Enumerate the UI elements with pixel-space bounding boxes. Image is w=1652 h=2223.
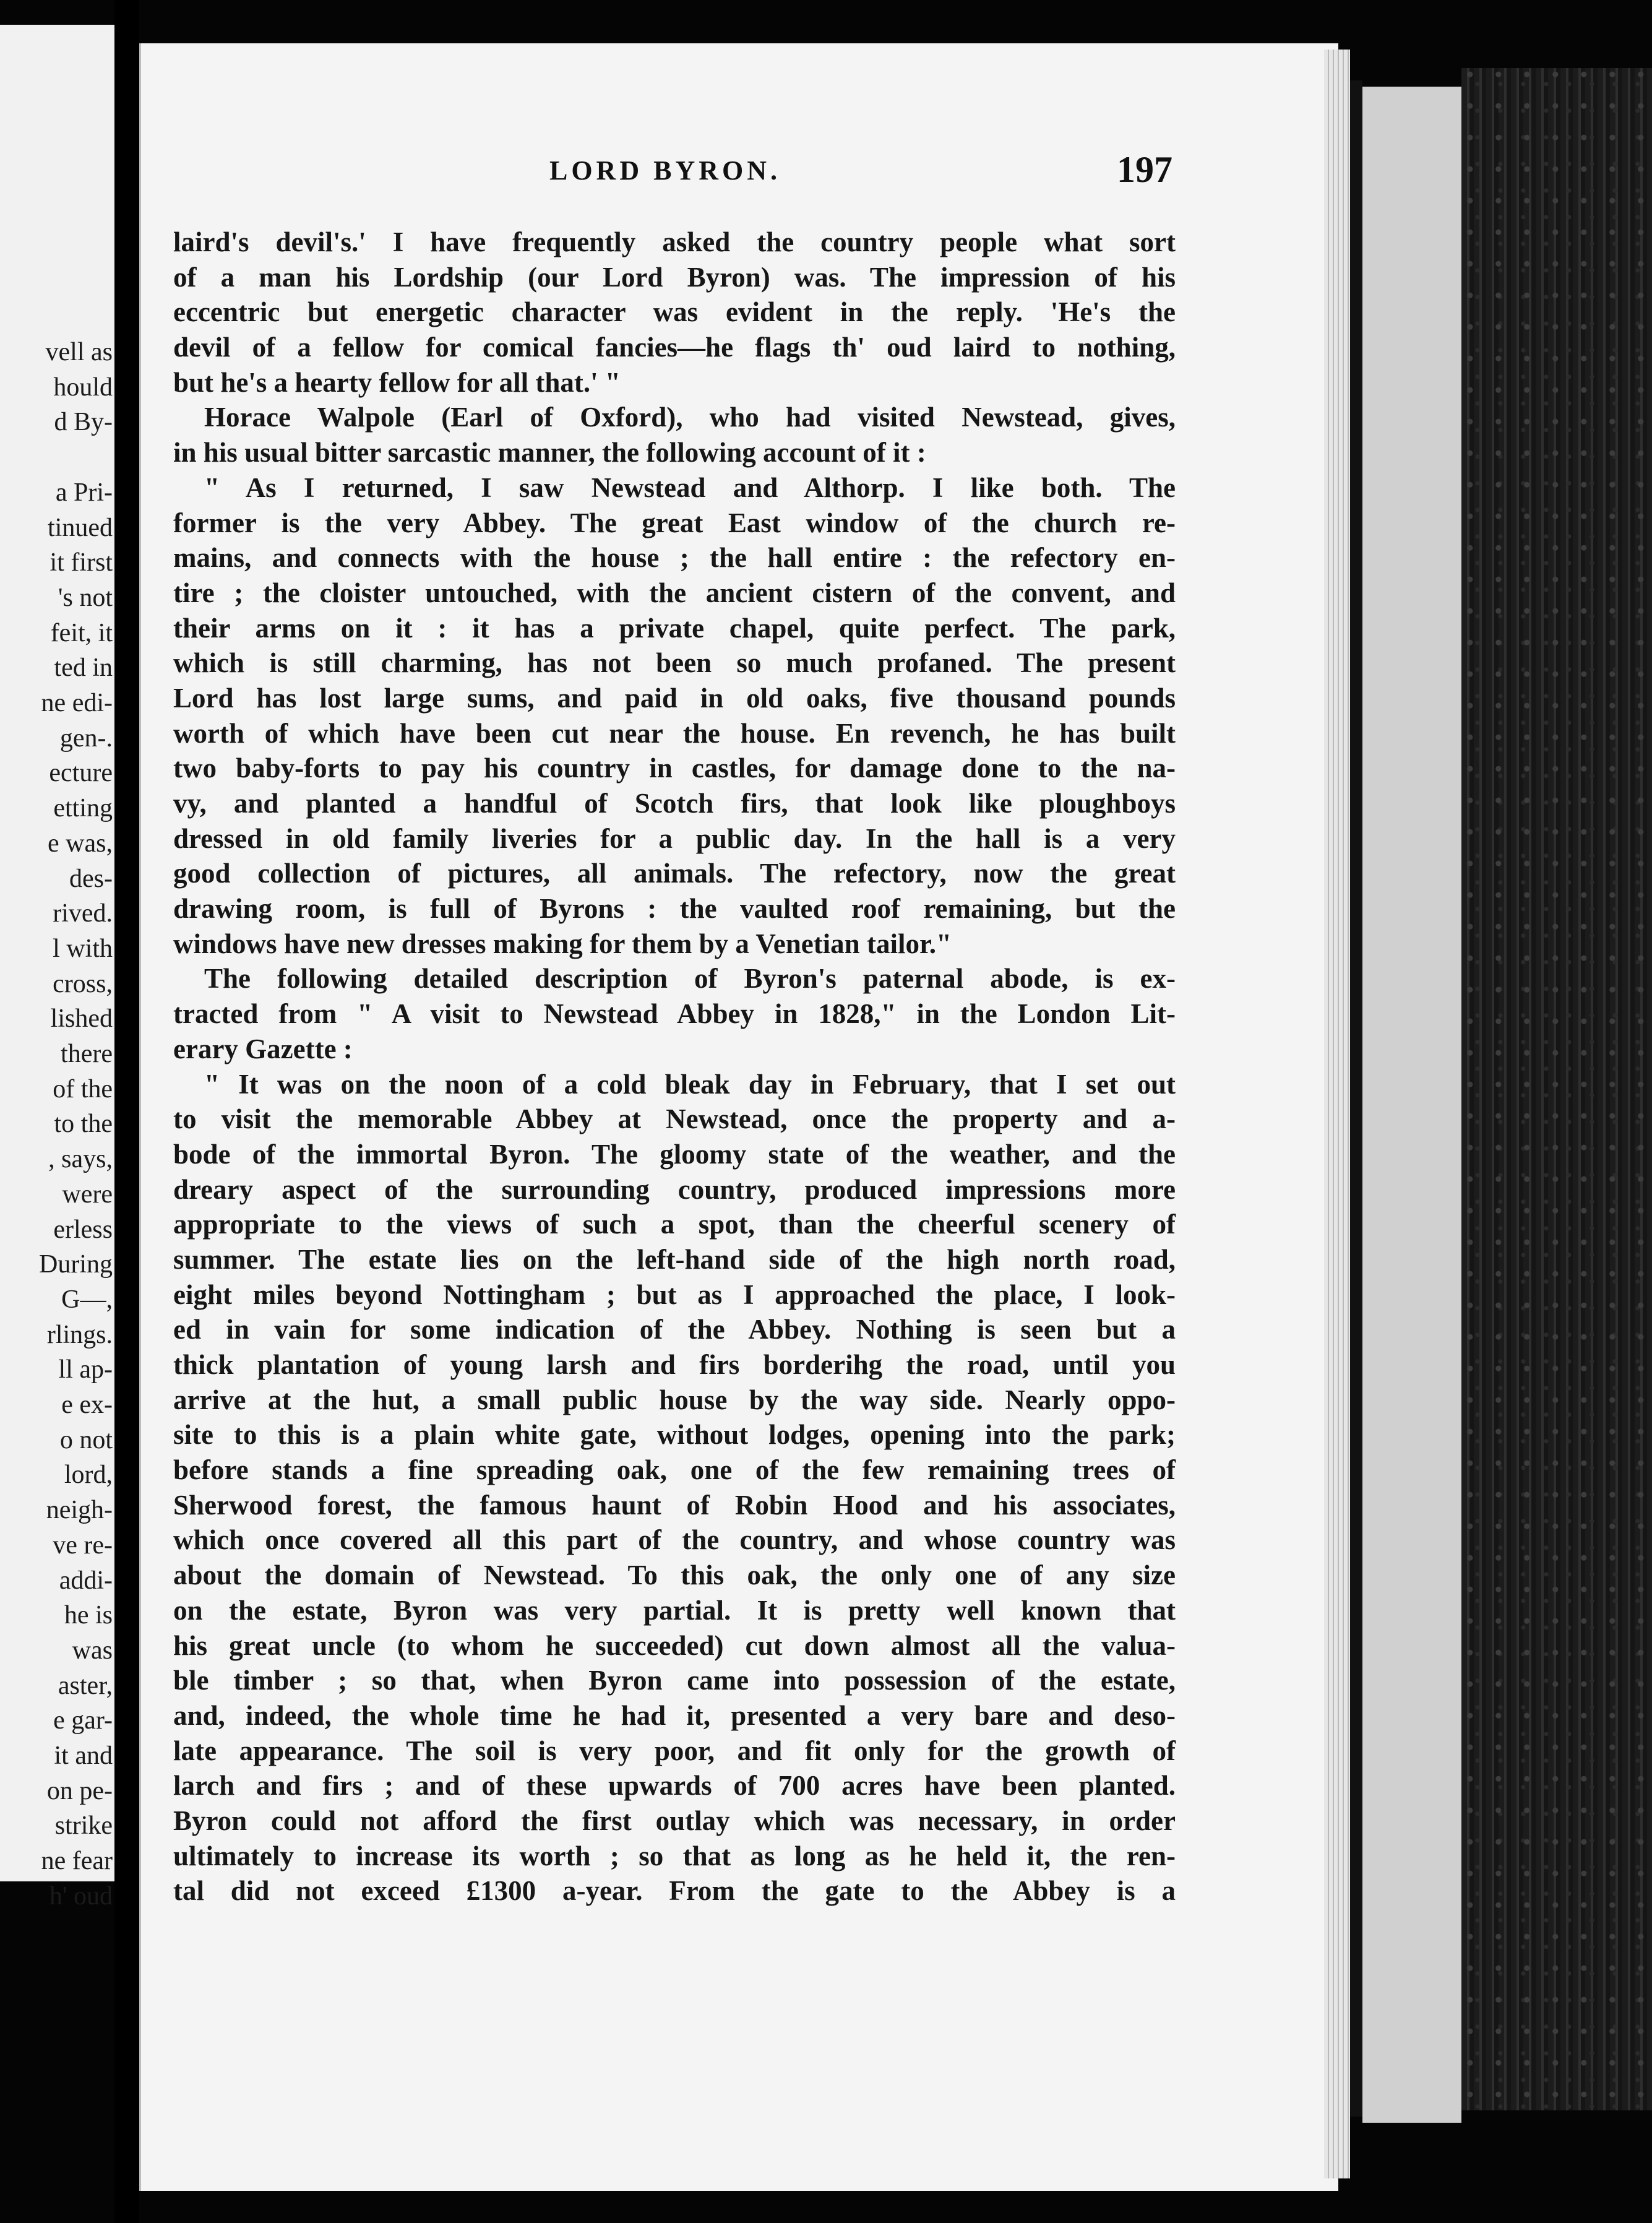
page-edges [1324, 50, 1350, 2178]
facing-page-line: vell as [45, 338, 113, 366]
facing-page-line: aster, [58, 1671, 113, 1700]
facing-page-line: ve re- [53, 1530, 113, 1560]
text-line: drawing room, is full of Byrons : the vaulted roof remaining, but the [173, 893, 1176, 925]
facing-page-line: it first [49, 548, 113, 577]
facing-page-line: e was, [48, 829, 113, 858]
text-line: Lord has lost large sums, and paid in old oaks, five thousand pounds [173, 682, 1176, 714]
text-line: arrive at the hut, a small public house by the way side. Nearly oppo- [173, 1384, 1176, 1415]
facing-page-fragment [0, 25, 118, 1910]
text-line: bode of the immortal Byron. The gloomy state of the weather, and the [173, 1138, 1176, 1170]
text-line: his great uncle (to whom he succeeded) cut down almost all the valua- [173, 1629, 1176, 1661]
text-line: and, indeed, the whole time he had it, presented a very bare and deso- [173, 1699, 1176, 1731]
facing-page-line: des- [69, 864, 113, 893]
facing-page-line: During [39, 1250, 113, 1279]
facing-page-line: etting [53, 794, 113, 823]
text-line: former is the very Abbey. The great East window of the church re- [173, 507, 1176, 538]
text-line: appropriate to the views of such a spot, than the cheerful scenery of [173, 1209, 1176, 1240]
text-line: late appearance. The soil is very poor, and fit only for the growth of [173, 1735, 1176, 1766]
facing-page-line: to the [54, 1110, 113, 1139]
text-line: good collection of pictures, all animals. The refectory, now the great [173, 858, 1176, 889]
text-line: to visit the memorable Abbey at Newstead, once the property and a- [173, 1103, 1176, 1135]
book-board [1362, 87, 1461, 2123]
facing-page-line: of the [53, 1074, 113, 1103]
text-line: before stands a fine spreading oak, one of the few remaining trees of [173, 1454, 1176, 1486]
facing-page-line: was [72, 1636, 113, 1665]
text-line: summer. The estate lies on the left-hand side of the high north road, [173, 1243, 1176, 1275]
text-line: dressed in old family liveries for a public day. In the hall is a very [173, 822, 1176, 854]
facing-page-line: ted in [54, 654, 113, 683]
facing-page-line: d By- [54, 408, 113, 437]
text-line: eight miles beyond Nottingham ; but as I approached the place, I look- [173, 1279, 1176, 1310]
facing-page-line: G—, [61, 1285, 113, 1314]
facing-page-line: ecture [49, 759, 113, 788]
facing-page-line: e gar- [53, 1706, 113, 1735]
facing-page-line: gen-. [59, 723, 113, 753]
text-line: of a man his Lordship (our Lord Byron) was. The impression of his [173, 261, 1176, 293]
facing-page-line: 's not [58, 583, 113, 612]
facing-page-line: tinued [48, 513, 113, 542]
text-line: larch and firs ; and of these upwards of 700 acres have been planted. [173, 1770, 1176, 1802]
facing-page-line: strike [54, 1811, 113, 1841]
facing-page-line: lished [50, 1004, 113, 1034]
facing-page-line: e ex- [61, 1391, 113, 1419]
facing-page-line: a Pri- [55, 478, 113, 507]
text-line: on the estate, Byron was very partial. It is pretty well known that [173, 1594, 1176, 1626]
facing-page-line: there [61, 1040, 113, 1068]
text-line: worth of which have been cut near the house. En revench, he has built [173, 717, 1176, 749]
facing-page-line: o not [59, 1425, 113, 1454]
text-line: about the domain of Newstead. To this oak, the only one of any size [173, 1560, 1176, 1591]
text-line: erary Gazette : [173, 1033, 353, 1064]
facing-page-line: , says, [48, 1145, 113, 1174]
text-line: which once covered all this part of the country, and whose country was [173, 1524, 1176, 1556]
running-head: LORD BYRON. [549, 155, 781, 186]
facing-page-line: neigh- [46, 1496, 113, 1525]
facing-page-line: it and [54, 1742, 113, 1770]
text-line: Sherwood forest, the famous haunt of Robin Hood and his associates, [173, 1489, 1176, 1521]
text-line: laird's devil's.' I have frequently asked the country people what sort [173, 227, 1176, 257]
text-line: which is still charming, has not been so much profaned. The present [173, 647, 1176, 679]
facing-page-line: hould [53, 373, 113, 402]
facing-page-line: l with [53, 934, 113, 963]
text-line: dreary aspect of the surrounding country, produced impressions more [173, 1173, 1176, 1205]
text-line: mains, and connects with the house ; the hall entire : the refectory en- [173, 542, 1176, 574]
text-line: thick plantation of young larsh and firs borderihg the road, until you [173, 1349, 1176, 1380]
text-line: ed in vain for some indication of the Abbey. Nothing is seen but a [173, 1314, 1176, 1345]
facing-page-line: erless [53, 1215, 113, 1244]
page-number: 197 [1117, 149, 1172, 190]
facing-page-line: were [62, 1180, 113, 1209]
text-line: but he's a hearty fellow for all that.' " [173, 366, 621, 398]
text-line: vy, and planted a handful of Scotch firs, that look like ploughboys [173, 788, 1176, 819]
text-line: ble timber ; so that, when Byron came into possession of the estate, [173, 1665, 1176, 1696]
facing-page-line: h' oud [49, 1881, 113, 1910]
leather-binding [1461, 68, 1652, 2110]
text-line: in his usual bitter sarcastic manner, the following account of it : [173, 437, 926, 468]
text-line: " It was on the noon of a cold bleak day in February, that I set out [204, 1068, 1176, 1100]
body-text [173, 225, 1176, 1907]
text-line: " As I returned, I saw Newstead and Althorp. I like both. The [204, 472, 1176, 503]
facing-page-line: rlings. [46, 1320, 113, 1349]
facing-page-line: ne edi- [41, 689, 113, 717]
cover-edge [1350, 80, 1362, 2117]
text-line: eccentric but energetic character was evident in the reply. 'He's the [173, 296, 1176, 328]
facing-page-line: cross, [53, 969, 113, 998]
text-line: site to this is a plain white gate, without lodges, opening into the park; [173, 1419, 1176, 1451]
text-line: Horace Walpole (Earl of Oxford), who had visited Newstead, gives, [204, 402, 1176, 433]
text-line: ultimately to increase its worth ; so that as long as he held it, the ren- [173, 1840, 1176, 1871]
text-line: two baby-forts to pay his country in castles, for damage done to the na- [173, 753, 1176, 784]
facing-page-line: he is [64, 1601, 113, 1630]
facing-page-line: lord, [64, 1461, 113, 1490]
facing-page-line: on pe- [46, 1776, 113, 1805]
facing-page-line: rived. [53, 899, 113, 928]
text-line: Byron could not afford the first outlay which was necessary, in order [173, 1805, 1176, 1836]
text-line: tracted from " A visit to Newstead Abbey in 1828," in the London Lit- [173, 998, 1176, 1030]
text-line: tire ; the cloister untouched, with the ancient cistern of the convent, and [173, 577, 1176, 608]
text-line: windows have new dresses making for them by a Venetian tailor." [173, 928, 952, 959]
facing-page-line: ll ap- [58, 1355, 113, 1384]
text-line: tal did not exceed £1300 a-year. From the gate to the Abbey is a [173, 1875, 1176, 1907]
text-line: The following detailed description of Byron's paternal abode, is ex- [204, 963, 1176, 995]
facing-page-line: ne fear [41, 1847, 113, 1876]
page-header [158, 149, 1172, 198]
text-line: devil of a fellow for comical fancies—he flags th' oud laird to nothing, [173, 332, 1176, 363]
facing-page-line: feit, it [50, 618, 113, 647]
text-line: their arms on it : it has a private chapel, quite perfect. The park, [173, 612, 1176, 644]
book-gutter [114, 0, 139, 2223]
facing-page-line: addi- [59, 1566, 113, 1595]
